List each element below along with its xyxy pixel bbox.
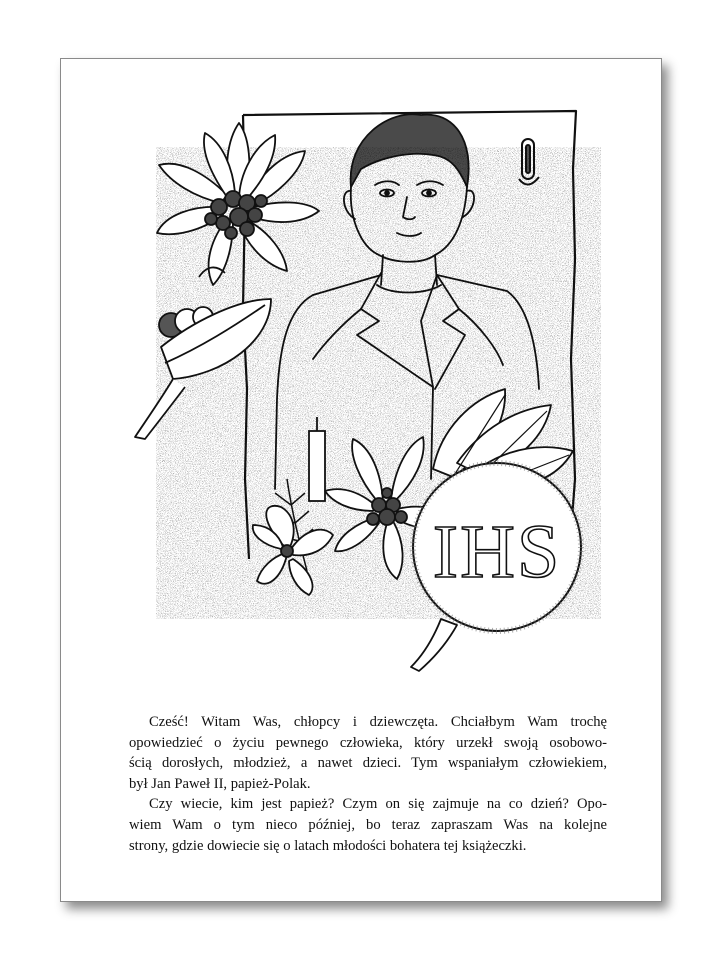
text-line: wiem Wam o tym nieco później, bo teraz zapraszam Was na kolejne [129,816,607,833]
text-line: Czy wiecie, kim jest papież? Czym on się zajmuje na co dzień? Opo- [149,796,607,813]
paragraph-1 [129,712,607,794]
stem-icon [411,619,457,671]
cherries-leaf-icon [135,267,271,439]
text-line: był Jan Paweł II, papież-Polak. [129,775,311,792]
flower-bottom-left-icon [253,506,333,595]
pin-icon [519,139,539,185]
paragraph-2 [129,794,607,856]
ihs-monogram: IHS [432,510,562,594]
intro-text [129,712,607,856]
host-wafer [413,463,581,631]
text-line: Cześć! Witam Was, chłopcy i dziewczęta. Chciałbym Wam trochę [149,714,607,730]
text-line: strony, gdzie dowiecie się o latach młodości bohatera tej książeczki. [129,837,527,854]
text-line: opowiedzieć o życiu pewnego człowieka, który urzekł swoją osobowo- [129,734,607,751]
text-line: ścią dorosłych, młodzież, a nawet dzieci. Tym wspaniałym człowiekiem, [129,755,607,772]
candle-icon [309,417,325,501]
book-page [60,58,662,902]
